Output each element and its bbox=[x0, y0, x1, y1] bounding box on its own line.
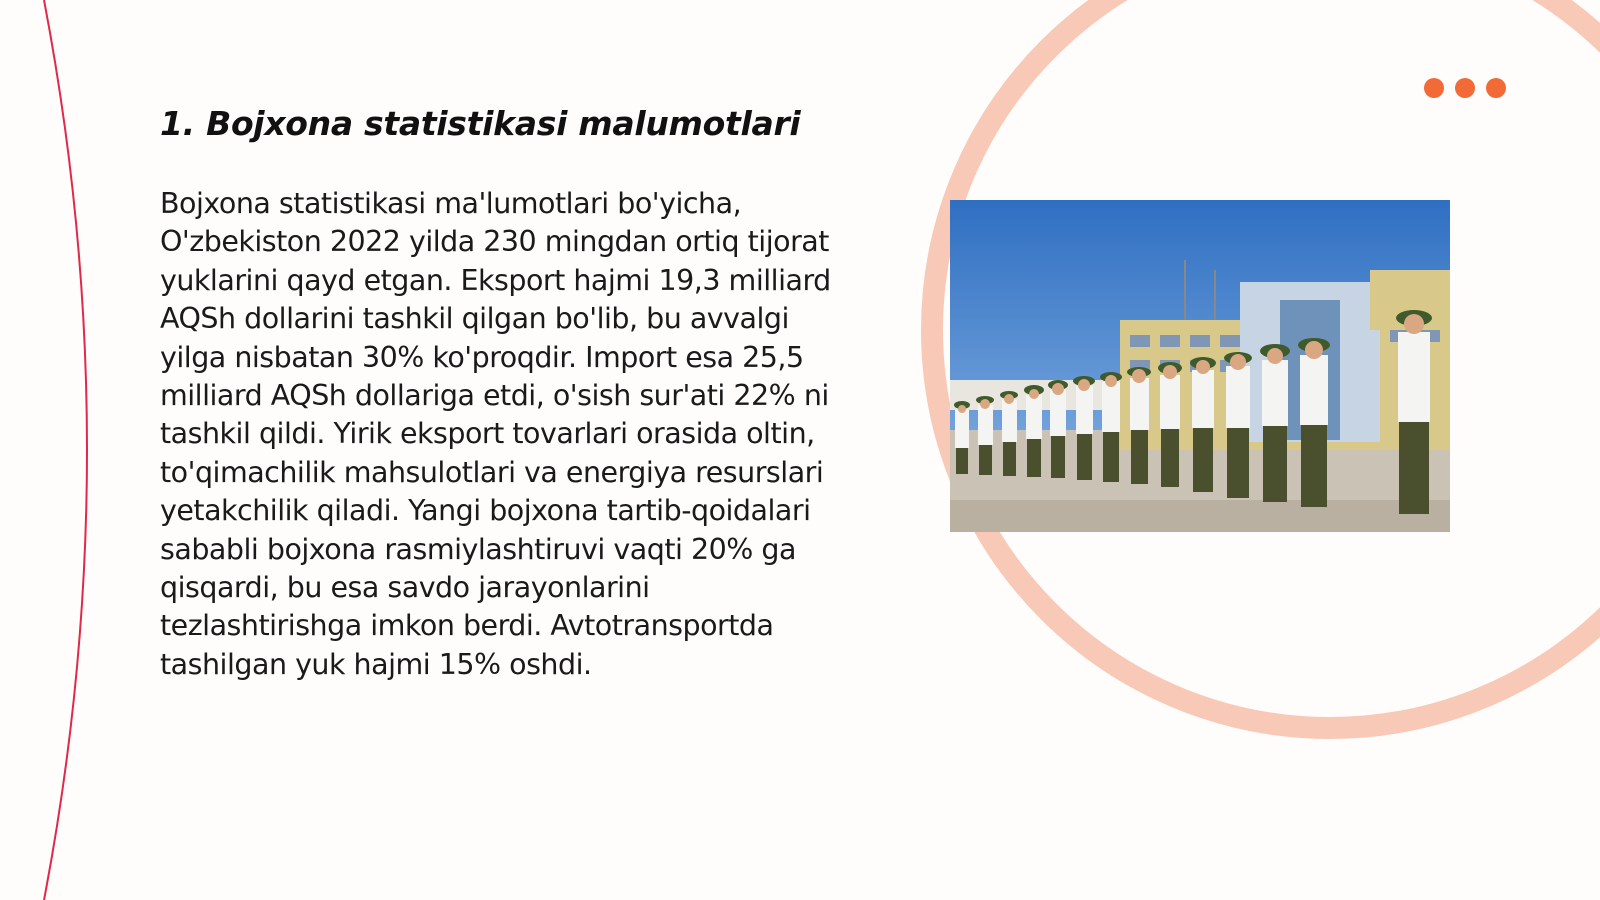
slide-title: 1. Bojxona statistikasi malumotlari bbox=[160, 104, 801, 143]
photo-illustration bbox=[950, 200, 1450, 532]
dot bbox=[1424, 78, 1444, 98]
dot bbox=[1455, 78, 1475, 98]
customs-parade-photo bbox=[950, 200, 1450, 532]
more-dots-icon bbox=[1424, 78, 1506, 98]
slide-body-text: Bojxona statistikasi ma'lumotlari bo'yicha, O'zbekiston 2022 yilda 230 mingdan ortiq tijorat yuklarini qayd etgan. Eksport hajmi 19,3 milliard AQSh dollarini tashkil qilgan bo'lib, bu avvalgi yilga nisbatan 30% ko'proqdir. Import esa 25,5 milliard AQSh dollariga etdi, o'sish sur'ati 22% ni tashkil qildi. Yirik eksport tovarlari orasida oltin, to'qimachilik mahsulotlari va energiya resurslari yetakchilik qiladi. Yangi bojxona tartib-qoidalari sababli bojxona rasmiylashtiruvi vaqti 20% ga qisqardi, bu esa savdo jarayonlarini tezlashtirishga imkon berdi. Avtotransportda tashilgan yuk hajmi 15% oshdi. bbox=[160, 187, 831, 681]
dot bbox=[1486, 78, 1506, 98]
left-accent-curve bbox=[44, 0, 87, 900]
